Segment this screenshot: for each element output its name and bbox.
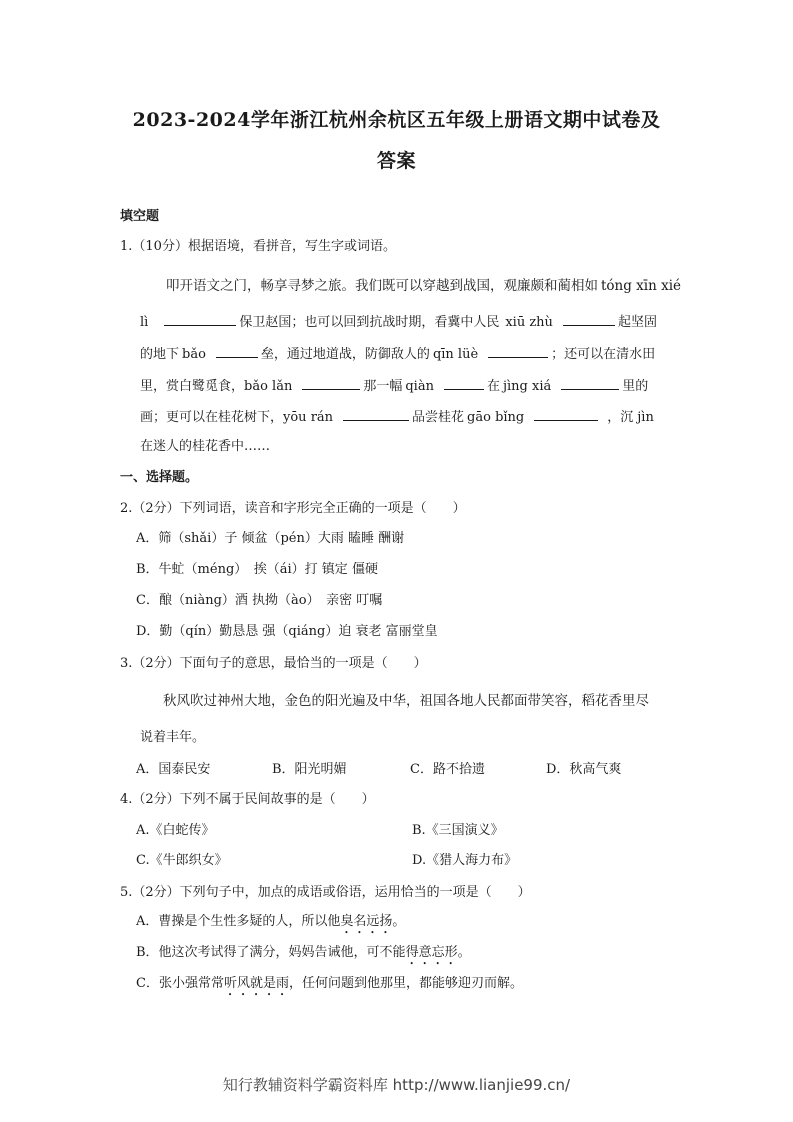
pinyin-hint: gāo bǐng xyxy=(467,410,525,425)
q1-text: 在 xyxy=(486,379,500,394)
dotted-idiom: 听风就是雨 xyxy=(223,976,289,991)
q4-option-b: B.《三国演义》 xyxy=(412,823,504,838)
answer-blank[interactable] xyxy=(561,377,619,390)
pinyin-hint: xiū zhù xyxy=(505,315,553,330)
answer-blank[interactable] xyxy=(164,313,236,326)
q1-text: 那一幅 xyxy=(363,379,403,394)
q1-line3 xyxy=(140,345,655,364)
q3-stem: 3.（2分）下面句子的意思，最恰当的一项是（ ） xyxy=(120,656,427,671)
q2-option-b: B．牛虻（méng） 挨（ái）打 镇定 僵硬 xyxy=(136,562,378,577)
q1-line4 xyxy=(140,377,648,396)
q1-text: 品尝桂花 xyxy=(412,410,465,425)
answer-blank[interactable] xyxy=(302,377,360,390)
page-title-line1: 2023-2024学年浙江杭州余杭区五年级上册语文期中试卷及 xyxy=(132,109,661,131)
answer-blank[interactable] xyxy=(343,408,409,421)
q2-option-a: A．筛（shǎi）子 倾盆（pén）大雨 瞌睡 酬谢 xyxy=(136,531,405,546)
page-title-line2: 答案 xyxy=(376,150,416,172)
answer-blank[interactable] xyxy=(563,313,615,326)
q4-stem: 4.（2分）下列不属于民间故事的是（ ） xyxy=(120,792,375,807)
q4-option-a: A.《白蛇传》 xyxy=(136,823,215,838)
pinyin-hint: lì xyxy=(140,315,149,330)
section-choice-heading: 一、选择题。 xyxy=(120,470,199,485)
q1-text: ，沉 xyxy=(607,410,634,425)
q1-text: 的地下 xyxy=(140,347,180,362)
answer-blank[interactable] xyxy=(216,345,258,358)
q5-option-text: B．他这次考试得了满分，妈妈告诫他，可不能 xyxy=(136,945,406,960)
q3-option-d: D．秋高气爽 xyxy=(546,762,622,777)
q1-line1 xyxy=(166,277,681,295)
q1-text: 保卫赵国；也可以回到抗战时期，看冀中人民 xyxy=(239,315,500,330)
answer-blank[interactable] xyxy=(534,408,598,421)
q3-option-b: B．阳光明媚 xyxy=(272,762,347,777)
q5-option-text: 。 xyxy=(457,945,471,960)
pinyin-hint: tóng xīn xié xyxy=(601,278,682,294)
pinyin-hint: bǎo lǎn xyxy=(244,379,293,394)
pinyin-hint: qīn lüè xyxy=(432,347,479,362)
q5-option-text: ，任何问题到他那里，都能够迎刃而解。 xyxy=(288,976,523,991)
q1-stem: 1.（10分）根据语境，看拼音，写生字或词语。 xyxy=(120,239,396,254)
q5-option-text: C．张小强常常 xyxy=(136,976,224,991)
q2-option-d: D．勤（qín）勤恳恳 强（qiáng）迫 衰老 富丽堂皇 xyxy=(136,624,438,639)
q5-option-text: A．曹操是个生性多疑的人，所以他 xyxy=(136,914,341,929)
pinyin-hint: yōu rán xyxy=(283,410,334,425)
q2-option-c: C．酿（niàng）酒 执拗（ào） 亲密 叮嘱 xyxy=(136,593,383,608)
q1-line2 xyxy=(140,313,657,332)
q5-option-text: 。 xyxy=(392,914,406,929)
q1-text: 里的 xyxy=(622,379,649,394)
section-fill-heading: 填空题 xyxy=(120,209,160,224)
q1-line5 xyxy=(140,408,654,427)
q1-text: 里，赏白鹭觅食， xyxy=(140,379,245,394)
q5-option-c xyxy=(136,975,523,999)
q1-line6: 在迷人的桂花香中…… xyxy=(140,439,271,454)
q3-passage-2: 说着丰年。 xyxy=(140,730,206,745)
q3-passage-1: 秋风吹过神州大地，金色的阳光遍及中华，祖国各地人民都面带笑容，稻花香里尽 xyxy=(163,693,649,709)
pinyin-hint: bǎo xyxy=(182,347,206,362)
answer-blank[interactable] xyxy=(488,345,548,358)
pinyin-hint: jìng xiá xyxy=(502,379,552,394)
pinyin-hint: qiàn xyxy=(405,379,434,394)
q2-stem: 2.（2分）下列词语，读音和字形完全正确的一项是（ ） xyxy=(120,501,466,516)
dotted-idiom: 臭名远扬 xyxy=(340,914,393,929)
dotted-idiom: 得意忘形 xyxy=(405,945,458,960)
q1-text: 起坚固 xyxy=(617,315,657,330)
pinyin-hint: jìn xyxy=(637,410,654,425)
q1-text: ；还可以在清水田 xyxy=(551,347,656,362)
q3-option-c: C．路不拾遗 xyxy=(410,762,485,777)
q1-text: 叩开语文之门，畅享寻梦之旅。我们既可以穿越到战国，观廉颇和蔺相如 xyxy=(166,278,598,294)
q4-option-c: C.《牛郎织女》 xyxy=(136,853,228,868)
answer-blank[interactable] xyxy=(444,377,484,390)
q1-text: 画；更可以在桂花树下， xyxy=(140,410,284,425)
q1-text: 垒，通过地道战，防御敌人的 xyxy=(260,347,430,362)
q5-stem: 5.（2分）下列句子中，加点的成语或俗语，运用恰当的一项是（ ） xyxy=(120,885,531,900)
q4-option-d: D.《猎人海力布》 xyxy=(412,853,518,868)
q3-option-a: A．国泰民安 xyxy=(136,762,211,777)
footer-watermark: 知行教辅资料学霸资料库 http://www.lianjie99.cn/ xyxy=(222,1076,571,1094)
q5-option-b xyxy=(136,944,471,968)
q5-option-a xyxy=(136,913,405,937)
